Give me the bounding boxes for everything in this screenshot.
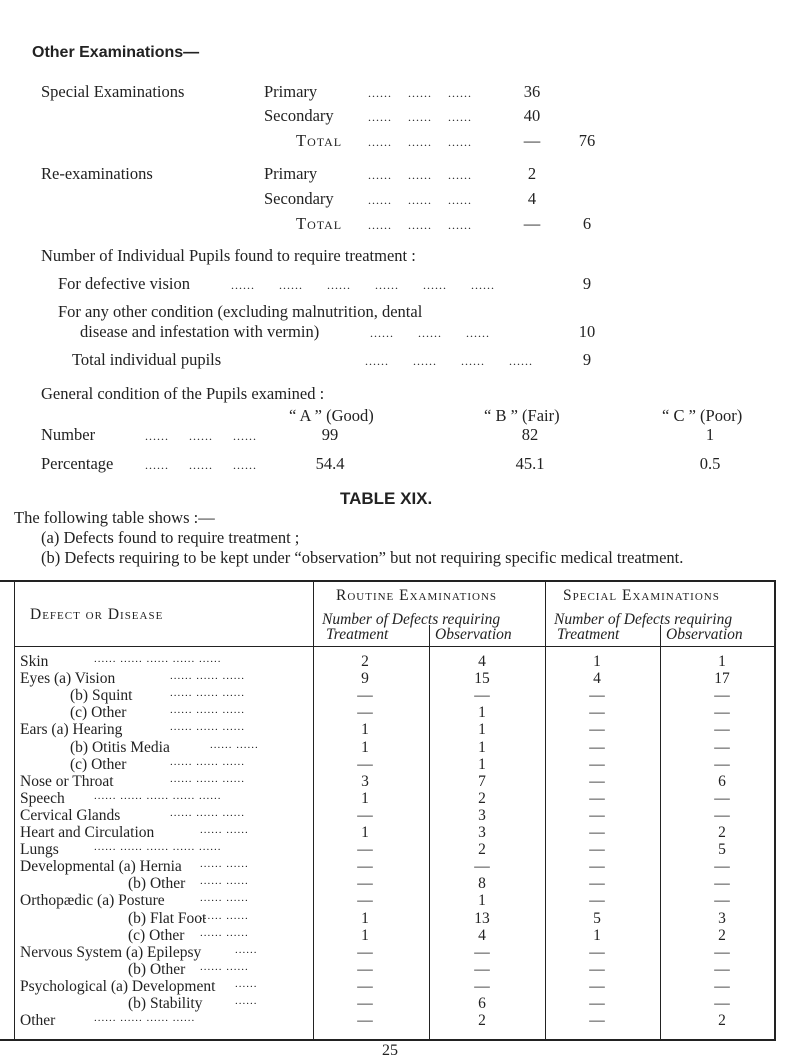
routine-treatment-cell: — bbox=[357, 875, 373, 893]
row-label: Heart and Circulation bbox=[20, 824, 155, 841]
special-treatment-cell: — bbox=[589, 841, 605, 859]
pct-poor: 0.5 bbox=[699, 454, 721, 473]
routine-observation-cell: 13 bbox=[474, 909, 490, 927]
intro-a: (a) Defects found to require treatment ; bbox=[41, 528, 300, 547]
leader-dots: ...... ...... ...... bbox=[368, 86, 472, 100]
special-observation-cell: 3 bbox=[718, 909, 726, 927]
routine-treatment-cell: — bbox=[357, 806, 373, 824]
col-fair-header: “ B ” (Fair) bbox=[484, 406, 560, 425]
vision-label: For defective vision bbox=[58, 274, 190, 293]
routine-observation-cell: 2 bbox=[478, 841, 486, 859]
leader-dots: ...... ...... ...... bbox=[368, 218, 472, 232]
special-secondary-value: 40 bbox=[523, 106, 541, 125]
leader-dots: ...... ...... bbox=[200, 875, 249, 888]
table-title: TABLE XIX. bbox=[340, 489, 433, 508]
leader-dots: ...... ...... ...... ...... ...... ...... bbox=[231, 278, 495, 292]
leader-dots: ...... ...... ...... bbox=[170, 772, 245, 785]
routine-observation-header: Observation bbox=[435, 626, 512, 643]
routine-observation-cell: 1 bbox=[478, 755, 486, 773]
special-exam-label: Special Examinations bbox=[41, 82, 185, 101]
routine-treatment-cell: — bbox=[357, 943, 373, 961]
table-top-rule bbox=[0, 580, 776, 582]
leader-dots: ...... ...... ...... ...... bbox=[94, 1012, 196, 1025]
intro-b: (b) Defects requiring to be kept under “observation” but not requiring specific medical treatment. bbox=[41, 548, 684, 567]
routine-treatment-cell: 1 bbox=[361, 738, 369, 756]
routine-treatment-cell: — bbox=[357, 841, 373, 859]
special-observation-cell: — bbox=[714, 755, 730, 773]
leader-dots: ...... ...... ...... bbox=[368, 168, 472, 182]
routine-treatment-header: Treatment bbox=[326, 626, 389, 643]
routine-treatment-cell: — bbox=[357, 858, 373, 876]
special-observation-cell: 2 bbox=[718, 926, 726, 944]
individual-heading: Number of Individual Pupils found to require treatment : bbox=[41, 246, 416, 265]
leader-dots: ...... ...... ...... bbox=[370, 326, 490, 340]
leader-dots: ...... ...... ...... bbox=[170, 755, 245, 768]
leader-dots: ...... ...... ...... ...... ...... bbox=[94, 841, 222, 854]
routine-observation-cell: — bbox=[474, 960, 490, 978]
special-observation-cell: 6 bbox=[718, 772, 726, 790]
special-total-label: Total bbox=[296, 131, 343, 150]
row-label: (b) Flat Foot bbox=[128, 909, 207, 927]
special-observation-header: Observation bbox=[666, 626, 743, 643]
row-label: (b) Squint bbox=[70, 687, 133, 705]
routine-treatment-cell: 1 bbox=[361, 824, 369, 841]
routine-observation-cell: 15 bbox=[474, 670, 490, 688]
special-treatment-cell: — bbox=[589, 755, 605, 773]
special-observation-cell: — bbox=[714, 687, 730, 705]
routine-treatment-cell: 2 bbox=[361, 653, 369, 670]
leader-dots: ...... ...... ...... bbox=[170, 687, 245, 700]
special-observation-cell: — bbox=[714, 875, 730, 893]
routine-treatment-cell: 9 bbox=[361, 670, 369, 688]
re-primary-value: 2 bbox=[527, 164, 537, 183]
special-treatment-cell: — bbox=[589, 1012, 605, 1030]
leader-dots: ...... ...... ...... bbox=[170, 721, 245, 734]
leader-dots: ...... bbox=[235, 977, 258, 990]
leader-dots: ...... ...... ...... bbox=[145, 429, 257, 443]
leader-dots: ...... ...... ...... bbox=[170, 806, 245, 819]
routine-observation-cell: 4 bbox=[478, 653, 486, 670]
row-label: (b) Other bbox=[128, 960, 186, 978]
leader-dots: ...... ...... ...... bbox=[368, 110, 472, 124]
col-defect-header: Defect or Disease bbox=[30, 606, 164, 623]
special-observation-cell: 5 bbox=[718, 841, 726, 859]
routine-observation-cell: 1 bbox=[478, 721, 486, 739]
special-observation-cell: — bbox=[714, 738, 730, 756]
special-treatment-header: Treatment bbox=[557, 626, 620, 643]
routine-observation-cell: 1 bbox=[478, 704, 486, 722]
number-fair: 82 bbox=[521, 425, 539, 444]
leader-dots: ...... ...... ...... ...... bbox=[365, 354, 533, 368]
special-observation-cell: — bbox=[714, 977, 730, 995]
leader-dots: ...... ...... ...... bbox=[170, 704, 245, 717]
special-treatment-cell: — bbox=[589, 858, 605, 876]
routine-treatment-cell: 1 bbox=[361, 789, 369, 807]
leader-dots: ...... bbox=[235, 995, 258, 1007]
routine-observation-cell: 2 bbox=[478, 789, 486, 807]
special-treatment-cell: — bbox=[589, 704, 605, 722]
routine-treatment-cell: — bbox=[357, 995, 373, 1012]
table-left-rule bbox=[14, 582, 15, 1039]
total-individual-label: Total individual pupils bbox=[72, 350, 222, 369]
row-label: Skin bbox=[20, 653, 49, 670]
routine-header: Routine Examinations bbox=[336, 587, 498, 604]
leader-dots: ...... ...... ...... bbox=[368, 135, 472, 149]
routine-observation-cell: — bbox=[474, 858, 490, 876]
table-subcol-rule bbox=[429, 625, 430, 1039]
routine-treatment-cell: — bbox=[357, 1012, 373, 1030]
general-heading: General condition of the Pupils examined : bbox=[41, 384, 325, 403]
special-treatment-cell: — bbox=[589, 806, 605, 824]
leader-dots: ...... ...... ...... bbox=[368, 193, 472, 207]
leader-dots: ...... ...... bbox=[200, 824, 249, 836]
special-observation-cell: — bbox=[714, 704, 730, 722]
special-observation-cell: — bbox=[714, 858, 730, 876]
special-observation-cell: — bbox=[714, 721, 730, 739]
total-individual-value: 9 bbox=[582, 350, 592, 369]
routine-treatment-cell: — bbox=[357, 960, 373, 978]
special-secondary-label: Secondary bbox=[264, 106, 334, 125]
special-observation-cell: — bbox=[714, 995, 730, 1012]
special-subheader: Number of Defects requiring bbox=[554, 611, 733, 628]
special-treatment-cell: — bbox=[589, 875, 605, 893]
special-primary-label: Primary bbox=[264, 82, 318, 101]
special-observation-cell: — bbox=[714, 892, 730, 910]
special-treatment-cell: 4 bbox=[593, 670, 601, 688]
special-total-value: 76 bbox=[578, 131, 596, 150]
leader-dots: ...... ...... ...... bbox=[170, 670, 245, 683]
routine-treatment-cell: — bbox=[357, 704, 373, 722]
special-treatment-cell: 1 bbox=[593, 653, 601, 670]
row-label: (c) Other bbox=[70, 704, 127, 722]
routine-treatment-cell: 3 bbox=[361, 772, 369, 790]
row-label: Psychological (a) Development bbox=[20, 977, 216, 995]
re-total-label: Total bbox=[296, 214, 343, 233]
row-label: Cervical Glands bbox=[20, 806, 121, 824]
vision-value: 9 bbox=[582, 274, 592, 293]
re-exam-label: Re-examinations bbox=[41, 164, 153, 183]
number-poor: 1 bbox=[705, 425, 715, 444]
row-label: Developmental (a) Hernia bbox=[20, 858, 182, 876]
leader-dots: ...... ...... bbox=[200, 926, 249, 939]
routine-treatment-cell: 1 bbox=[361, 721, 369, 739]
special-observation-cell: 2 bbox=[718, 1012, 726, 1030]
table-col-rule bbox=[313, 582, 314, 1039]
row-label: (c) Other bbox=[128, 926, 185, 944]
row-label: Lungs bbox=[20, 841, 59, 859]
routine-observation-cell: 8 bbox=[478, 875, 486, 893]
row-label: Nervous System (a) Epilepsy bbox=[20, 943, 202, 961]
number-good: 99 bbox=[321, 425, 339, 444]
routine-observation-cell: 1 bbox=[478, 892, 486, 910]
leader-dots: ...... ...... bbox=[200, 909, 249, 922]
other-condition-label-2: disease and infestation with vermin) bbox=[80, 322, 320, 341]
special-observation-cell: — bbox=[714, 806, 730, 824]
leader-dots: ...... bbox=[235, 943, 258, 956]
row-label: (b) Other bbox=[128, 875, 186, 893]
other-condition-value: 10 bbox=[578, 322, 596, 341]
pct-fair: 45.1 bbox=[515, 454, 545, 473]
special-observation-cell: 17 bbox=[714, 670, 730, 688]
special-observation-cell: — bbox=[714, 943, 730, 961]
special-treatment-cell: — bbox=[589, 824, 605, 841]
col-poor-header: “ C ” (Poor) bbox=[662, 406, 743, 425]
row-label: Eyes (a) Vision bbox=[20, 670, 116, 688]
routine-treatment-cell: — bbox=[357, 755, 373, 773]
intro-text: The following table shows :— bbox=[14, 508, 215, 527]
row-label: (b) Otitis Media bbox=[70, 738, 170, 756]
routine-observation-cell: 3 bbox=[478, 824, 486, 841]
table-col-rule bbox=[545, 582, 546, 1039]
routine-treatment-cell: 1 bbox=[361, 926, 369, 944]
routine-observation-cell: 1 bbox=[478, 738, 486, 756]
table-right-rule bbox=[774, 582, 776, 1039]
special-treatment-cell: — bbox=[589, 721, 605, 739]
table-subcol-rule bbox=[660, 625, 661, 1039]
row-label: Speech bbox=[20, 789, 65, 807]
special-header: Special Examinations bbox=[563, 587, 720, 604]
special-treatment-cell: 5 bbox=[593, 909, 601, 927]
leader-dots: ...... ...... ...... ...... ...... bbox=[94, 653, 222, 665]
col-good-header: “ A ” (Good) bbox=[289, 406, 374, 425]
special-observation-cell: 1 bbox=[718, 653, 726, 670]
pct-good: 54.4 bbox=[315, 454, 345, 473]
other-condition-label-1: For any other condition (excluding malnutrition, dental bbox=[58, 302, 423, 321]
re-primary-label: Primary bbox=[264, 164, 318, 183]
routine-observation-cell: 4 bbox=[478, 926, 486, 944]
leader-dots: ...... ...... ...... ...... ...... bbox=[94, 789, 222, 802]
special-treatment-cell: — bbox=[589, 943, 605, 961]
special-treatment-cell: — bbox=[589, 738, 605, 756]
special-treatment-cell: — bbox=[589, 995, 605, 1012]
routine-treatment-cell: — bbox=[357, 977, 373, 995]
re-total-value: 6 bbox=[582, 214, 592, 233]
row-label: Orthopædic (a) Posture bbox=[20, 892, 165, 910]
re-total-dash: — bbox=[523, 214, 541, 233]
routine-observation-cell: 3 bbox=[478, 806, 486, 824]
routine-observation-cell: — bbox=[474, 943, 490, 961]
routine-treatment-cell: — bbox=[357, 687, 373, 705]
special-total-dash: — bbox=[523, 131, 541, 150]
routine-observation-cell: 7 bbox=[478, 772, 486, 790]
re-secondary-label: Secondary bbox=[264, 189, 334, 208]
section-title: Other Examinations— bbox=[32, 44, 200, 61]
table-header-rule bbox=[14, 646, 776, 647]
special-treatment-cell: — bbox=[589, 687, 605, 705]
leader-dots: ...... ...... bbox=[200, 960, 249, 973]
routine-treatment-cell: 1 bbox=[361, 909, 369, 927]
leader-dots: ...... ...... bbox=[200, 858, 249, 871]
routine-observation-cell: — bbox=[474, 977, 490, 995]
special-treatment-cell: — bbox=[589, 892, 605, 910]
routine-observation-cell: 6 bbox=[478, 995, 486, 1012]
row-label: (b) Stability bbox=[128, 995, 203, 1012]
routine-treatment-cell: — bbox=[357, 892, 373, 910]
routine-observation-cell: 2 bbox=[478, 1012, 486, 1030]
special-treatment-cell: 1 bbox=[593, 926, 601, 944]
special-treatment-cell: — bbox=[589, 789, 605, 807]
routine-observation-cell: — bbox=[474, 687, 490, 705]
leader-dots: ...... ...... bbox=[200, 892, 249, 905]
leader-dots: ...... ...... ...... bbox=[145, 458, 257, 472]
special-treatment-cell: — bbox=[589, 977, 605, 995]
special-observation-cell: 2 bbox=[718, 824, 726, 841]
number-label: Number bbox=[41, 425, 96, 444]
special-observation-cell: — bbox=[714, 789, 730, 807]
special-primary-value: 36 bbox=[523, 82, 541, 101]
row-label: Ears (a) Hearing bbox=[20, 721, 123, 739]
percentage-label: Percentage bbox=[41, 454, 114, 473]
special-observation-cell: — bbox=[714, 960, 730, 978]
row-label: Nose or Throat bbox=[20, 772, 114, 790]
routine-subheader: Number of Defects requiring bbox=[322, 611, 501, 628]
row-label: Other bbox=[20, 1012, 56, 1030]
re-secondary-value: 4 bbox=[527, 189, 537, 208]
special-treatment-cell: — bbox=[589, 960, 605, 978]
special-treatment-cell: — bbox=[589, 772, 605, 790]
leader-dots: ...... ...... bbox=[210, 738, 259, 751]
row-label: (c) Other bbox=[70, 755, 127, 773]
table-bottom-rule bbox=[0, 1039, 776, 1041]
page-number: 25 bbox=[382, 1042, 398, 1059]
